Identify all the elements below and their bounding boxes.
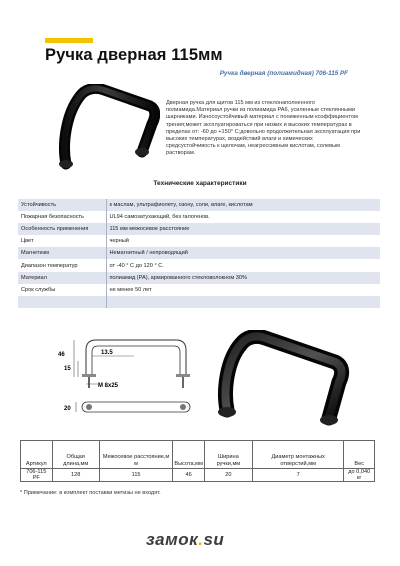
dim-height: 46 bbox=[58, 352, 65, 358]
dim-base: 20 bbox=[64, 406, 71, 412]
table-row bbox=[21, 469, 375, 482]
logo-tld: su bbox=[203, 530, 225, 549]
spec-table bbox=[18, 199, 380, 308]
page-title: Ручка дверная 115мм bbox=[45, 46, 223, 64]
dim-thread-offset: 15 bbox=[64, 366, 71, 372]
spec-label: Особенность применения bbox=[18, 223, 106, 235]
handle-photo bbox=[52, 84, 160, 170]
spec-label: Цвет bbox=[18, 235, 106, 247]
site-logo[interactable] bbox=[146, 530, 224, 550]
table-row bbox=[18, 284, 380, 296]
technical-drawing bbox=[58, 330, 198, 420]
product-description: Дверная ручка для щитов 115 мм из стеклонаполненного полиамида.Материал ручки из полиамида PA6, усиленные стеклянными шарниками. Износоустойчивый материал с пониженным коэффициентом трения;может эксплуатироваться при низких и высоких температурах в пределах от: -60 до +150° С;довольно продолжительная эксплуатация при высоких температурах, воздействий влаги и химических средсустойчивость к щелочам, неагрессивным кислотам, солевым растворам. bbox=[166, 100, 361, 157]
spec-value bbox=[106, 296, 380, 308]
title-accent-bar bbox=[45, 38, 93, 43]
cell: 706-115 PF bbox=[21, 469, 53, 482]
spec-label: Пожарная безопасность bbox=[18, 211, 106, 223]
dim-width: 13.5 bbox=[101, 350, 113, 356]
cell: 115 bbox=[99, 469, 173, 482]
spec-label: Магнетизм bbox=[18, 247, 106, 259]
spec-label: Срок службы bbox=[18, 284, 106, 296]
table-row bbox=[18, 211, 380, 223]
spec-value: от -40 ° С до 120 ° С. bbox=[106, 259, 380, 271]
spec-value: UL94 самозатухающий, без галогенов. bbox=[106, 211, 380, 223]
spec-value: черный bbox=[106, 235, 380, 247]
col-header: Вес bbox=[344, 441, 375, 469]
col-header: Артикул bbox=[21, 441, 53, 469]
product-subtitle: Ручка дверная (полиамидная) 706-115 PF bbox=[219, 70, 348, 77]
table-header-row bbox=[21, 441, 375, 469]
spec-label: Диапазон температур bbox=[18, 259, 106, 271]
footnote: * Примечание: в комплект поставки метизы не входят. bbox=[20, 490, 161, 496]
col-header: Ширина ручки,мм bbox=[204, 441, 252, 469]
table-row bbox=[18, 259, 380, 271]
dimensions-table bbox=[20, 440, 375, 482]
cell: 7 bbox=[252, 469, 344, 482]
table-row bbox=[18, 199, 380, 211]
spec-value: Немагнитный / непроводящий bbox=[106, 247, 380, 259]
spec-value: не менее 50 лет bbox=[106, 284, 380, 296]
cell: до 0,040 кг bbox=[344, 469, 375, 482]
title-block bbox=[45, 38, 223, 65]
table-row bbox=[18, 272, 380, 284]
spec-value: полиамид (PA), армированного стекловолокном 30% bbox=[106, 272, 380, 284]
dim-thread: M 8x25 bbox=[98, 383, 119, 389]
spec-value: к маслам, ультрафиолету, озону, соли, влаге, кислотам bbox=[106, 199, 380, 211]
col-header: Общая длина,мм bbox=[52, 441, 99, 469]
col-header: Межосевое расстояние,м м bbox=[99, 441, 173, 469]
col-header: Диаметр монтажных отверстий,мм bbox=[252, 441, 344, 469]
logo-main: замок bbox=[146, 530, 199, 549]
spec-value: 115 мм межосевое расстояние bbox=[106, 223, 380, 235]
handle-photo-large bbox=[205, 330, 355, 430]
spec-heading: Технические характеристики bbox=[153, 180, 247, 187]
table-row bbox=[18, 296, 380, 308]
spec-label bbox=[18, 296, 106, 308]
table-row bbox=[18, 247, 380, 259]
col-header: Высота,мм bbox=[173, 441, 204, 469]
cell: 46 bbox=[173, 469, 204, 482]
table-row bbox=[18, 223, 380, 235]
table-row bbox=[18, 235, 380, 247]
logo-dot: . bbox=[198, 530, 204, 549]
spec-label: Материал bbox=[18, 272, 106, 284]
cell: 20 bbox=[204, 469, 252, 482]
cell: 128 bbox=[52, 469, 99, 482]
spec-label: Устойчивость bbox=[18, 199, 106, 211]
